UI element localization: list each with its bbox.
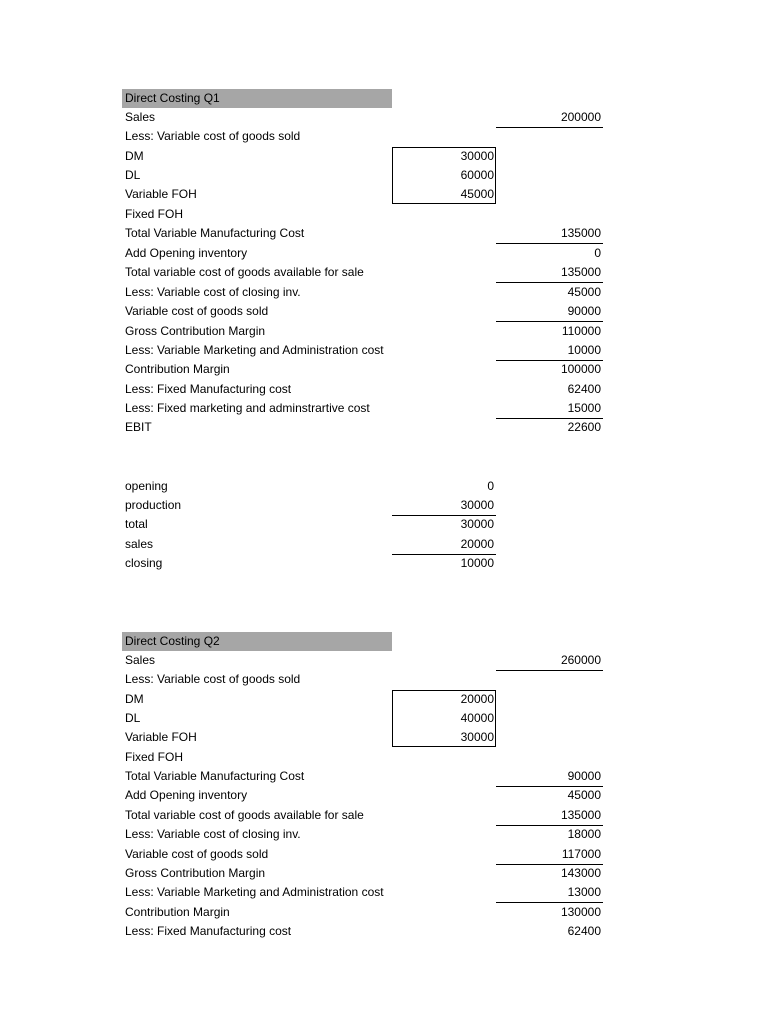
q1-cm-value: 100000	[560, 362, 601, 376]
q1-available-value: 135000	[560, 265, 601, 279]
q1-vcogs-value: 90000	[567, 304, 601, 318]
q1-vma-label: Less: Variable Marketing and Administration cost	[125, 343, 384, 357]
q2-tvmc-label: Total Variable Manufacturing Cost	[125, 769, 305, 783]
q2-sales-value: 260000	[560, 653, 601, 667]
q1-dl-label: DL	[125, 168, 141, 182]
q1-tvmc-label: Total Variable Manufacturing Cost	[125, 226, 305, 240]
q1-fma-label: Less: Fixed marketing and adminstrartive cost	[125, 401, 370, 415]
q1-fmc-label: Less: Fixed Manufacturing cost	[125, 382, 292, 396]
q2-fmc-label: Less: Fixed Manufacturing cost	[125, 924, 292, 938]
inv-opening-label: opening	[125, 479, 168, 493]
q2-tvmc-value: 90000	[567, 769, 601, 783]
q1-gcm-label: Gross Contribution Margin	[125, 324, 266, 338]
q1-ffoh-label: Fixed FOH	[125, 207, 184, 221]
q2-gcm-value: 143000	[560, 866, 601, 880]
q2-ffoh-label: Fixed FOH	[125, 750, 184, 764]
q2-fmc-value: 62400	[567, 924, 601, 938]
q1-dm-value: 30000	[460, 149, 494, 163]
q2-less-vcogs-label: Less: Variable cost of goods sold	[125, 672, 301, 686]
q2-vcogs-label: Variable cost of goods sold	[125, 847, 269, 861]
q1-ebit-value: 22600	[567, 420, 601, 434]
q1-opening-label: Add Opening inventory	[125, 246, 248, 260]
q1-sales-label: Sales	[125, 110, 156, 124]
q1-rule-sales	[496, 127, 603, 128]
q1-opening-value: 0	[594, 246, 601, 260]
q1-vma-value: 10000	[567, 343, 601, 357]
q2-vma-label: Less: Variable Marketing and Administration cost	[125, 885, 384, 899]
inv-production-label: production	[125, 498, 182, 512]
q1-fma-value: 15000	[567, 401, 601, 415]
inv-closing-label: closing	[125, 556, 163, 570]
q2-vfoh-label: Variable FOH	[125, 730, 197, 744]
q1-vfoh-label: Variable FOH	[125, 187, 197, 201]
q2-vcogs-value: 117000	[561, 847, 601, 861]
q2-vfoh-value: 30000	[460, 730, 494, 744]
q2-available-value: 135000	[560, 808, 601, 822]
q2-opening-value: 45000	[567, 788, 601, 802]
q2-rule-sales	[496, 670, 603, 671]
q2-dm-value: 20000	[460, 692, 494, 706]
q1-vfoh-value: 45000	[460, 187, 494, 201]
q1-gcm-value: 110000	[561, 324, 601, 338]
inv-sales-label: sales	[125, 537, 154, 551]
q1-closing-label: Less: Variable cost of closing inv.	[125, 285, 301, 299]
q2-title: Direct Costing Q2	[125, 634, 220, 648]
q2-closing-label: Less: Variable cost of closing inv.	[125, 827, 301, 841]
q2-dm-label: DM	[125, 692, 144, 706]
q2-dl-label: DL	[125, 711, 141, 725]
q1-available-label: Total variable cost of goods available for sale	[125, 265, 364, 279]
q1-fmc-value: 62400	[567, 382, 601, 396]
q1-vcogs-label: Variable cost of goods sold	[125, 304, 269, 318]
q2-opening-label: Add Opening inventory	[125, 788, 248, 802]
q2-dl-value: 40000	[460, 711, 494, 725]
inv-sales-value: 20000	[460, 537, 494, 551]
inv-closing-value: 10000	[460, 556, 494, 570]
q2-gcm-label: Gross Contribution Margin	[125, 866, 266, 880]
q1-tvmc-value: 135000	[560, 226, 601, 240]
q1-dl-value: 60000	[460, 168, 494, 182]
q1-cm-label: Contribution Margin	[125, 362, 230, 376]
q1-ebit-label: EBIT	[125, 420, 152, 434]
q2-sales-label: Sales	[125, 653, 156, 667]
q2-closing-value: 18000	[567, 827, 601, 841]
inv-opening-value: 0	[487, 479, 494, 493]
q1-title: Direct Costing Q1	[125, 91, 220, 105]
q1-less-vcogs-label: Less: Variable cost of goods sold	[125, 129, 301, 143]
q2-vma-value: 13000	[567, 885, 601, 899]
q1-sales-value: 200000	[560, 110, 601, 124]
inv-total-label: total	[125, 517, 148, 531]
q2-available-label: Total variable cost of goods available for sale	[125, 808, 364, 822]
q1-closing-value: 45000	[567, 285, 601, 299]
inv-total-value: 30000	[460, 517, 494, 531]
q1-dm-label: DM	[125, 149, 144, 163]
q2-cm-label: Contribution Margin	[125, 905, 230, 919]
inv-production-value: 30000	[460, 498, 494, 512]
q2-cm-value: 130000	[560, 905, 601, 919]
